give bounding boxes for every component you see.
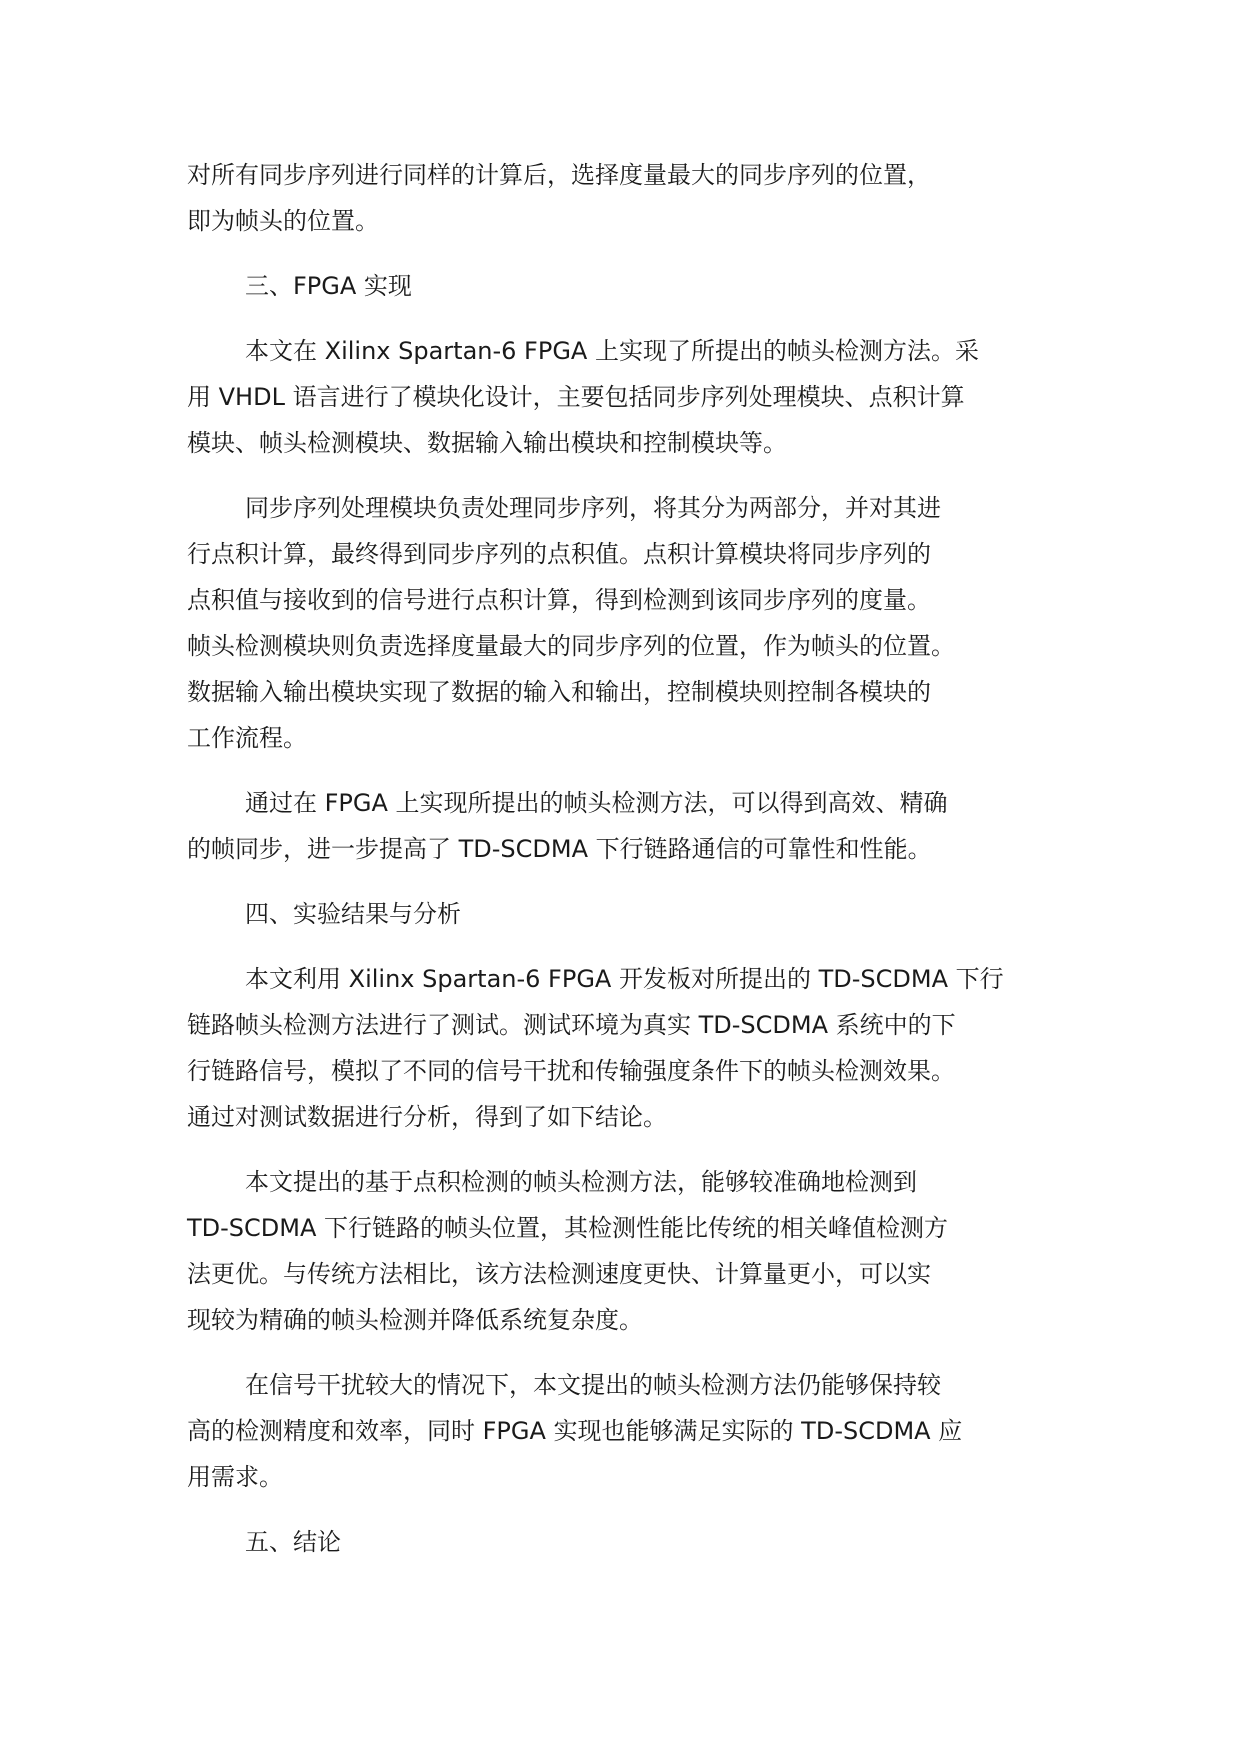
text-line: 模块、帧头检测模块、数据输入输出模块和控制模块等。 xyxy=(187,429,787,457)
section-heading-results xyxy=(187,891,1067,937)
text-line: 帧头检测模块则负责选择度量最大的同步序列的位置，作为帧头的位置。 xyxy=(187,632,955,660)
text-line: 用 VHDL 语言进行了模块化设计，主要包括同步序列处理模块、点积计算 xyxy=(187,383,965,411)
document-body xyxy=(187,152,1067,1584)
heading-text: 三、FPGA 实现 xyxy=(245,272,412,300)
text-line: 数据输入输出模块实现了数据的输入和输出，控制模块则控制各模块的 xyxy=(187,678,931,706)
text-line: 工作流程。 xyxy=(187,724,307,752)
paragraph-module-description xyxy=(187,485,1067,761)
text-line: 本文利用 Xilinx Spartan-6 FPGA 开发板对所提出的 TD-SCDMA 下行 xyxy=(245,965,1004,993)
text-line: 链路帧头检测方法进行了测试。测试环境为真实 TD-SCDMA 系统中的下 xyxy=(187,1011,956,1039)
text-line: 用需求。 xyxy=(187,1463,283,1491)
text-line: 通过对测试数据进行分析，得到了如下结论。 xyxy=(187,1103,667,1131)
paragraph-fpga-benefit xyxy=(187,780,1067,872)
heading-text: 五、结论 xyxy=(245,1528,341,1556)
text-line: 通过在 FPGA 上实现所提出的帧头检测方法，可以得到高效、精确 xyxy=(245,789,948,817)
text-line: 点积值与接收到的信号进行点积计算，得到检测到该同步序列的度量。 xyxy=(187,586,931,614)
paragraph-results-interference xyxy=(187,1362,1067,1500)
text-line: 本文提出的基于点积检测的帧头检测方法，能够较准确地检测到 xyxy=(245,1168,917,1196)
text-line: 现较为精确的帧头检测并降低系统复杂度。 xyxy=(187,1306,643,1334)
text-line: 高的检测精度和效率，同时 FPGA 实现也能够满足实际的 TD-SCDMA 应 xyxy=(187,1417,963,1445)
text-line: 本文在 Xilinx Spartan-6 FPGA 上实现了所提出的帧头检测方法。采 xyxy=(245,337,979,365)
text-line: 行链路信号，模拟了不同的信号干扰和传输强度条件下的帧头检测效果。 xyxy=(187,1057,955,1085)
text-line: 在信号干扰较大的情况下，本文提出的帧头检测方法仍能够保持较 xyxy=(245,1371,941,1399)
text-line: 同步序列处理模块负责处理同步序列，将其分为两部分，并对其进 xyxy=(245,494,941,522)
section-heading-fpga-implementation xyxy=(187,263,1067,309)
section-heading-conclusion xyxy=(187,1519,1067,1565)
text-line: 对所有同步序列进行同样的计算后，选择度量最大的同步序列的位置， xyxy=(187,161,931,189)
text-line: TD-SCDMA 下行链路的帧头位置，其检测性能比传统的相关峰值检测方 xyxy=(187,1214,949,1242)
text-line: 行点积计算，最终得到同步序列的点积值。点积计算模块将同步序列的 xyxy=(187,540,931,568)
text-line: 即为帧头的位置。 xyxy=(187,207,379,235)
heading-text: 四、实验结果与分析 xyxy=(245,900,461,928)
paragraph-test-setup xyxy=(187,956,1067,1140)
paragraph-continuation xyxy=(187,152,1067,244)
paragraph-results-performance xyxy=(187,1159,1067,1343)
text-line: 的帧同步，进一步提高了 TD-SCDMA 下行链路通信的可靠性和性能。 xyxy=(187,835,932,863)
paragraph-fpga-overview xyxy=(187,328,1067,466)
text-line: 法更优。与传统方法相比，该方法检测速度更快、计算量更小，可以实 xyxy=(187,1260,931,1288)
